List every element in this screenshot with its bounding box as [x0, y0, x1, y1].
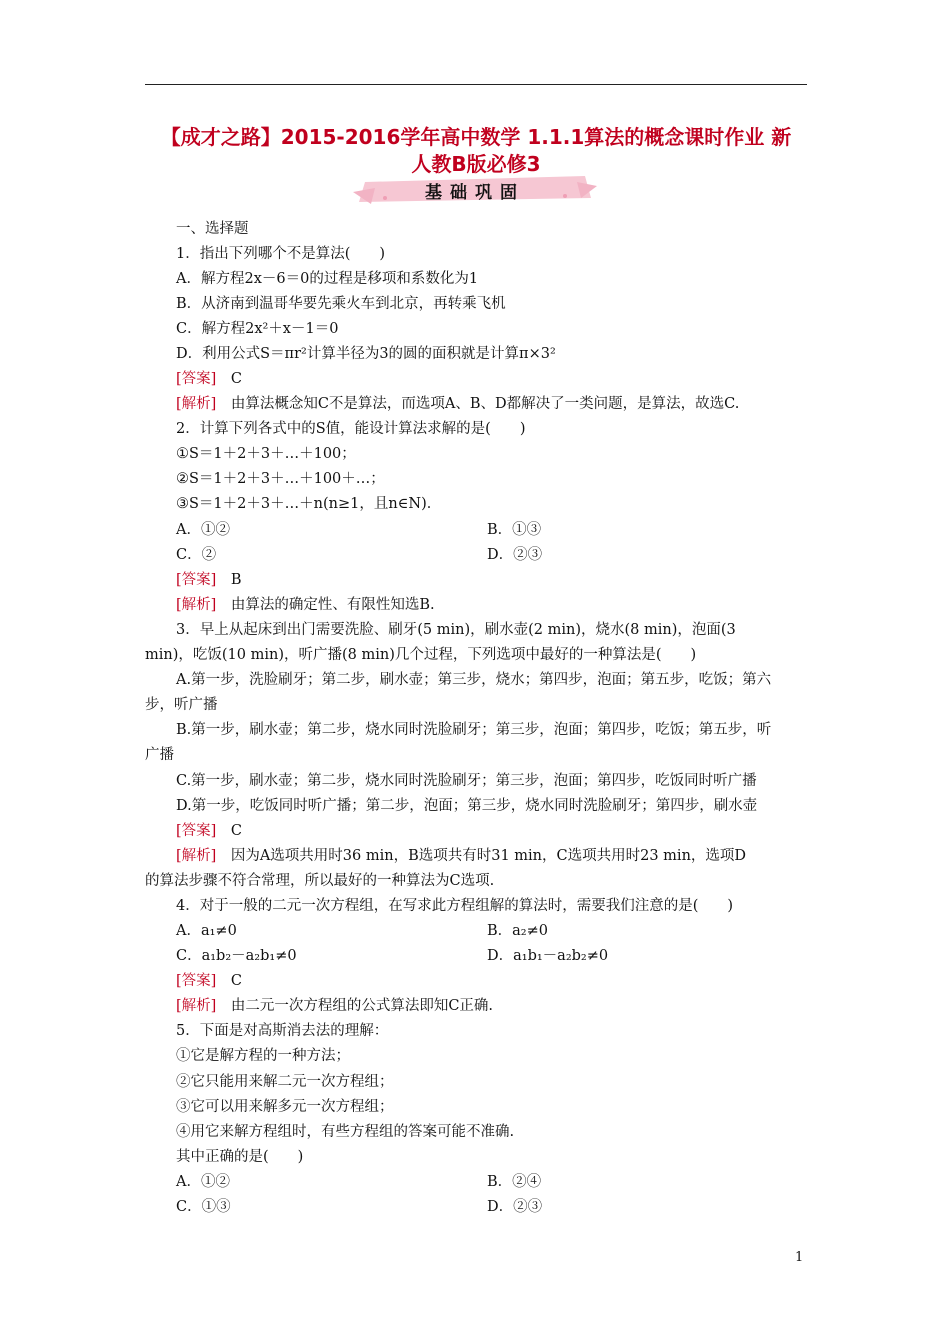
q3-option-b-line-1: B.第一步，刷水壶；第二步，烧水同时洗脸刷牙；第三步，泡面；第四步，吃饭；第五步，听 [176, 722, 772, 738]
q1-option-d: D．利用公式S＝πr²计算半径为3的圆的面积就是计算π×3² [176, 346, 556, 362]
q2-analysis [176, 595, 435, 615]
q2-option-b: B．①③ [487, 522, 542, 538]
q2-item-1: ①S＝1＋2＋3＋…＋100； [176, 446, 356, 462]
analysis-tag: [解析] [176, 848, 217, 864]
q4-option-d: D．a₁b₁－a₂b₂≠0 [487, 948, 609, 964]
q1-stem: 1．指出下列哪个不是算法( ) [176, 246, 386, 262]
q5-item-4: ④用它来解方程组时，有些方程组的答案可能不准确. [176, 1124, 515, 1140]
q3-answer [176, 821, 242, 841]
q4-stem: 4．对于一般的二元一次方程组，在写求此方程组解的算法时，需要我们注意的是( ) [176, 898, 734, 914]
q3-stem-line-1: 3．早上从起床到出门需要洗脸、刷牙(5 min)，刷水壶(2 min)，烧水(8 min)，泡面(3 [176, 622, 736, 638]
q5-option-d: D．②③ [487, 1199, 543, 1215]
section-heading: 一、选择题 [176, 221, 249, 237]
answer-value: C [230, 973, 242, 989]
analysis-text: 由算法的确定性、有限性知选B. [230, 597, 435, 613]
analysis-text: 由算法概念知C不是算法，而选项A、B、D都解决了一类问题，是算法，故选C. [230, 396, 740, 412]
title-line-1: 【成才之路】2015-2016学年高中数学 1.1.1算法的概念课时作业 新 [160, 125, 792, 149]
q5-item-3: ③它可以用来解多元一次方程组； [176, 1099, 394, 1115]
answer-tag: [答案] [176, 973, 217, 989]
q1-option-b: B．从济南到温哥华要先乘火车到北京，再转乘飞机 [176, 296, 506, 312]
q2-item-2: ②S＝1＋2＋3＋…＋100＋…； [176, 471, 385, 487]
q5-option-a: A．①② [176, 1174, 230, 1190]
q1-analysis [176, 394, 739, 414]
q1-option-c: C．解方程2x²＋x－1＝0 [176, 321, 339, 337]
q5-stem: 5．下面是对高斯消去法的理解： [176, 1023, 389, 1039]
q3-option-c: C.第一步，刷水壶；第二步，烧水同时洗脸刷牙；第三步，泡面；第四步，吃饭同时听广播 [176, 773, 757, 789]
q3-analysis-line-2: 的算法步骤不符合常理，所以最好的一种算法为C选项. [145, 873, 495, 889]
answer-value: C [230, 371, 242, 387]
analysis-text: 因为A选项共用时36 min，B选项共有时31 min，C选项共用时23 min，选项D [230, 848, 747, 864]
answer-value: B [230, 572, 242, 588]
q3-option-b-line-2: 广播 [145, 747, 174, 763]
q3-stem-line-2: min)，吃饭(10 min)，听广播(8 min)几个过程，下列选项中最好的一种算法是( ) [145, 647, 697, 663]
q4-option-a: A．a₁≠0 [176, 923, 237, 939]
analysis-tag: [解析] [176, 998, 217, 1014]
section-banner [345, 168, 605, 208]
q3-analysis [176, 846, 746, 866]
q3-option-a-line-2: 步，听广播 [145, 697, 218, 713]
q2-stem: 2．计算下列各式中的S值，能设计算法求解的是( ) [176, 421, 526, 437]
analysis-tag: [解析] [176, 597, 217, 613]
q2-option-a: A．①② [176, 522, 230, 538]
q5-item-2: ②它只能用来解二元一次方程组； [176, 1074, 394, 1090]
q4-option-b: B．a₂≠0 [487, 923, 548, 939]
q4-analysis [176, 996, 493, 1016]
banner-label: 基础巩固 [425, 183, 525, 203]
answer-tag: [答案] [176, 823, 217, 839]
q2-answer [176, 570, 241, 590]
q5-item-1: ①它是解方程的一种方法； [176, 1048, 350, 1064]
q4-answer [176, 971, 242, 991]
header-rule [145, 84, 807, 85]
page-number: 1 [795, 1250, 804, 1265]
q5-ask: 其中正确的是( ) [176, 1149, 304, 1165]
analysis-tag: [解析] [176, 396, 217, 412]
answer-tag: [答案] [176, 371, 217, 387]
analysis-text: 由二元一次方程组的公式算法即知C正确. [230, 998, 494, 1014]
q2-option-c: C．② [176, 547, 217, 563]
q2-item-3: ③S＝1＋2＋3＋…＋n(n≥1，且n∈N)． [176, 496, 442, 512]
q1-answer [176, 369, 242, 389]
title-line-2: 人教B版必修3 [411, 152, 541, 176]
answer-tag: [答案] [176, 572, 217, 588]
q2-option-d: D．②③ [487, 547, 543, 563]
q5-option-c: C．①③ [176, 1199, 231, 1215]
q1-option-a: A．解方程2x－6＝0的过程是移项和系数化为1 [176, 271, 479, 287]
q3-option-a-line-1: A.第一步，洗脸刷牙；第二步，刷水壶；第三步，烧水；第四步，泡面；第五步，吃饭；第六 [176, 672, 772, 688]
q4-option-c: C．a₁b₂－a₂b₁≠0 [176, 948, 297, 964]
answer-value: C [230, 823, 242, 839]
q5-option-b: B．②④ [487, 1174, 542, 1190]
q3-option-d: D.第一步，吃饭同时听广播；第二步，泡面；第三步，烧水同时洗脸刷牙；第四步，刷水壶 [176, 798, 758, 814]
